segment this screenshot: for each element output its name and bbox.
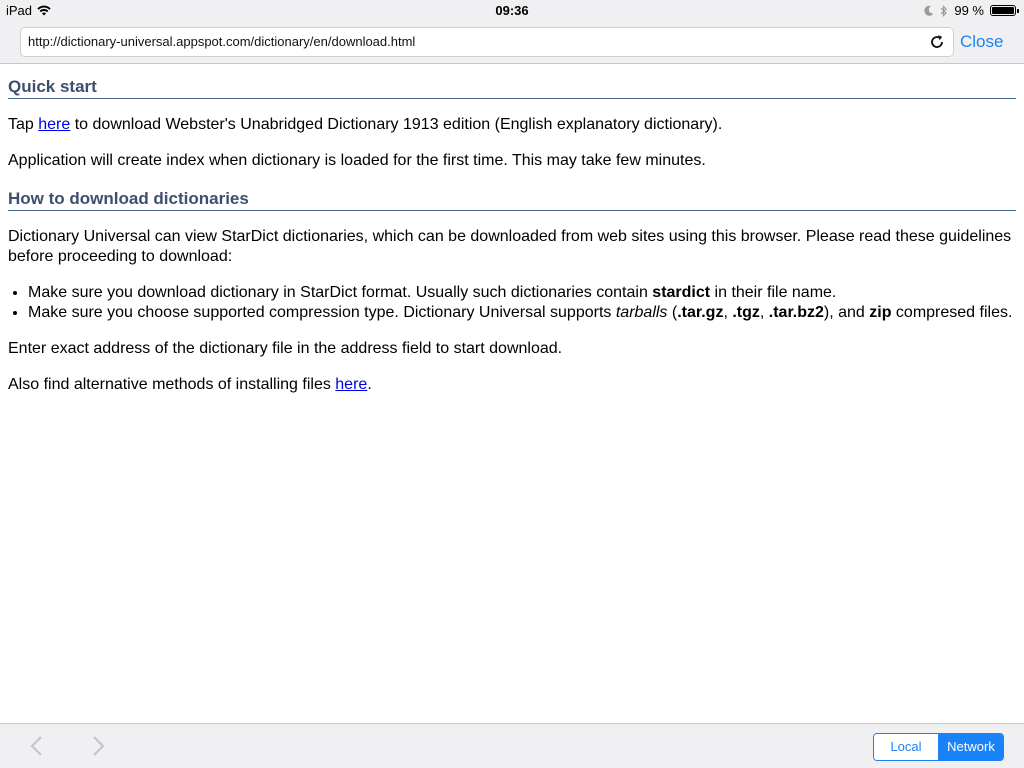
guidelines-list <box>8 283 1016 323</box>
text-segment: Also find alternative methods of installing files <box>8 376 336 393</box>
status-time: 09:36 <box>495 3 529 18</box>
enter-address-paragraph: Enter exact address of the dictionary file in the address field to start download. <box>8 340 563 357</box>
status-bar <box>0 0 1024 22</box>
text-segment: , <box>723 304 733 321</box>
address-field[interactable] <box>20 27 954 57</box>
status-right <box>924 3 1016 18</box>
download-webster-link[interactable]: here <box>38 116 71 133</box>
chevron-right-icon[interactable] <box>88 736 108 756</box>
quick-start-paragraph <box>8 115 1016 135</box>
navigation-bar <box>0 22 1024 64</box>
list-item <box>28 303 1016 323</box>
list-item <box>28 283 1016 303</box>
bold-text: .tar.bz2 <box>768 304 824 321</box>
address-text: http://dictionary-universal.appspot.com/dictionary/en/download.html <box>28 34 416 49</box>
text-segment: Make sure you choose supported compression type. Dictionary Universal supports <box>28 304 616 321</box>
moon-icon <box>924 5 934 16</box>
italic-text: tarballs <box>615 304 668 321</box>
bold-text: .tar.gz <box>677 304 724 321</box>
quick-start-heading: Quick start <box>8 77 1016 99</box>
reload-icon[interactable] <box>929 34 945 50</box>
battery-percent: 99 % <box>954 3 984 18</box>
text-segment: compresed files. <box>891 304 1013 321</box>
index-info-paragraph: Application will create index when dictionary is loaded for the first time. This may take few minutes. <box>8 152 706 169</box>
battery-icon <box>990 5 1016 16</box>
text-segment: in their file name. <box>710 284 837 301</box>
page-content <box>8 64 1016 395</box>
close-button[interactable]: Close <box>960 32 1004 51</box>
bluetooth-icon <box>940 5 948 17</box>
source-segmented-control <box>873 733 1004 761</box>
text-segment: ), and <box>823 304 870 321</box>
bottom-toolbar <box>0 723 1024 768</box>
text-segment: , <box>759 304 769 321</box>
device-name: iPad <box>6 3 33 18</box>
text-segment: ( <box>667 304 678 321</box>
alternative-methods-link[interactable]: here <box>335 376 368 393</box>
alternative-methods-paragraph <box>8 375 1016 395</box>
battery-level <box>992 7 1014 14</box>
bold-text: stardict <box>652 284 711 301</box>
text-segment: Make sure you download dictionary in StarDict format. Usually such dictionaries contain <box>28 284 653 301</box>
bold-text: zip <box>869 304 892 321</box>
text-segment: Tap <box>8 116 39 133</box>
text-segment: . <box>367 376 372 393</box>
chevron-left-icon[interactable] <box>27 736 47 756</box>
text-segment: to download Webster's Unabridged Dictionary 1913 edition (English explanatory dictionary). <box>70 116 723 133</box>
how-to-intro: Dictionary Universal can view StarDict dictionaries, which can be downloaded from web sites using this browser. Please read these guidelines before proceeding to download: <box>8 228 1012 265</box>
segment-local[interactable]: Local <box>874 734 939 760</box>
bold-text: .tgz <box>732 304 760 321</box>
how-to-heading: How to download dictionaries <box>8 189 1016 211</box>
segment-network[interactable]: Network <box>939 734 1003 760</box>
